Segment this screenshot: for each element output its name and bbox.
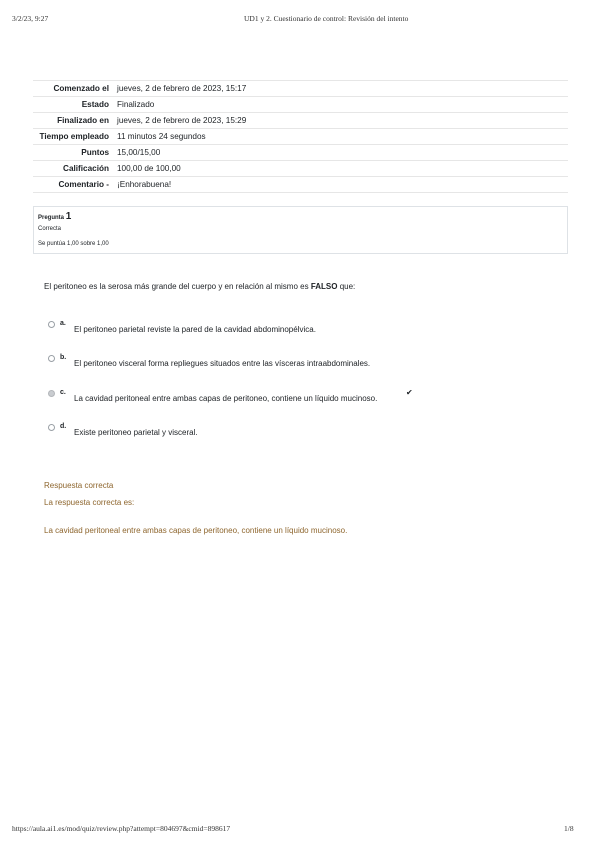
summary-row-started <box>33 81 568 97</box>
print-page-number: 1/8 <box>564 824 574 833</box>
summary-value: 100,00 de 100,00 <box>117 164 181 173</box>
answer-radio[interactable] <box>48 321 55 328</box>
answer-text: El peritoneo parietal reviste la pared de la cavidad abdominopélvica. <box>74 325 316 334</box>
question-text <box>44 282 355 291</box>
summary-row-time-taken <box>33 129 568 145</box>
answer-letter: d. <box>60 423 67 430</box>
print-title: UD1 y 2. Cuestionario de control: Revisión del intento <box>244 14 409 23</box>
answer-radio[interactable] <box>48 424 55 431</box>
check-icon: ✔ <box>406 388 413 397</box>
attempt-summary-table <box>33 80 568 193</box>
question-info-box <box>33 206 568 254</box>
summary-label: Comenzado el <box>53 84 109 93</box>
summary-value: jueves, 2 de febrero de 2023, 15:17 <box>117 84 247 93</box>
print-date: 3/2/23, 9:27 <box>12 14 49 23</box>
answer-text: La cavidad peritoneal entre ambas capas de peritoneo, contiene un líquido mucinoso. <box>74 394 378 403</box>
answer-letter: c. <box>60 389 66 396</box>
question-number <box>38 211 71 222</box>
answer-radio-selected[interactable] <box>48 390 55 397</box>
summary-label: Calificación <box>63 164 109 173</box>
summary-value: 11 minutos 24 segundos <box>117 132 206 141</box>
summary-value: Finalizado <box>117 100 155 109</box>
answer-radio[interactable] <box>48 355 55 362</box>
question-label: Pregunta <box>38 215 65 221</box>
question-number-value: 1 <box>65 211 72 222</box>
question-state: Correcta <box>38 226 62 232</box>
question-grade: Se puntúa 1,00 sobre 1,00 <box>38 241 109 247</box>
feedback-result: Respuesta correcta <box>44 481 114 490</box>
question-text-before: El peritoneo es la serosa más grande del cuerpo y en relación al mismo es <box>44 282 311 291</box>
summary-label: Estado <box>81 100 109 109</box>
answer-letter: a. <box>60 320 66 327</box>
summary-row-completed <box>33 113 568 129</box>
summary-row-comment <box>33 177 568 193</box>
summary-row-grade <box>33 161 568 177</box>
summary-value: 15,00/15,00 <box>117 148 161 157</box>
summary-label: Puntos <box>81 148 109 157</box>
summary-label: Finalizado en <box>57 116 109 125</box>
summary-value: ¡Enhorabuena! <box>117 180 172 189</box>
summary-label: Tiempo empleado <box>39 132 109 141</box>
answer-text: Existe peritoneo parietal y visceral. <box>74 428 198 437</box>
print-url: https://aula.ai1.es/mod/quiz/review.php?attempt=804697&cmid=898617 <box>12 824 231 833</box>
summary-label: Comentario - <box>58 180 109 189</box>
summary-row-state <box>33 97 568 113</box>
question-text-bold: FALSO <box>310 282 338 291</box>
feedback-right-answer-label: La respuesta correcta es: <box>44 498 135 507</box>
answer-letter: b. <box>60 354 67 361</box>
question-text-after: que: <box>337 282 356 291</box>
answer-text: El peritoneo visceral forma repliegues situados entre las vísceras intraabdominales. <box>74 359 371 368</box>
summary-row-marks <box>33 145 568 161</box>
summary-value: jueves, 2 de febrero de 2023, 15:29 <box>117 116 247 125</box>
feedback-right-answer: La cavidad peritoneal entre ambas capas de peritoneo, contiene un líquido mucinoso. <box>44 526 348 535</box>
